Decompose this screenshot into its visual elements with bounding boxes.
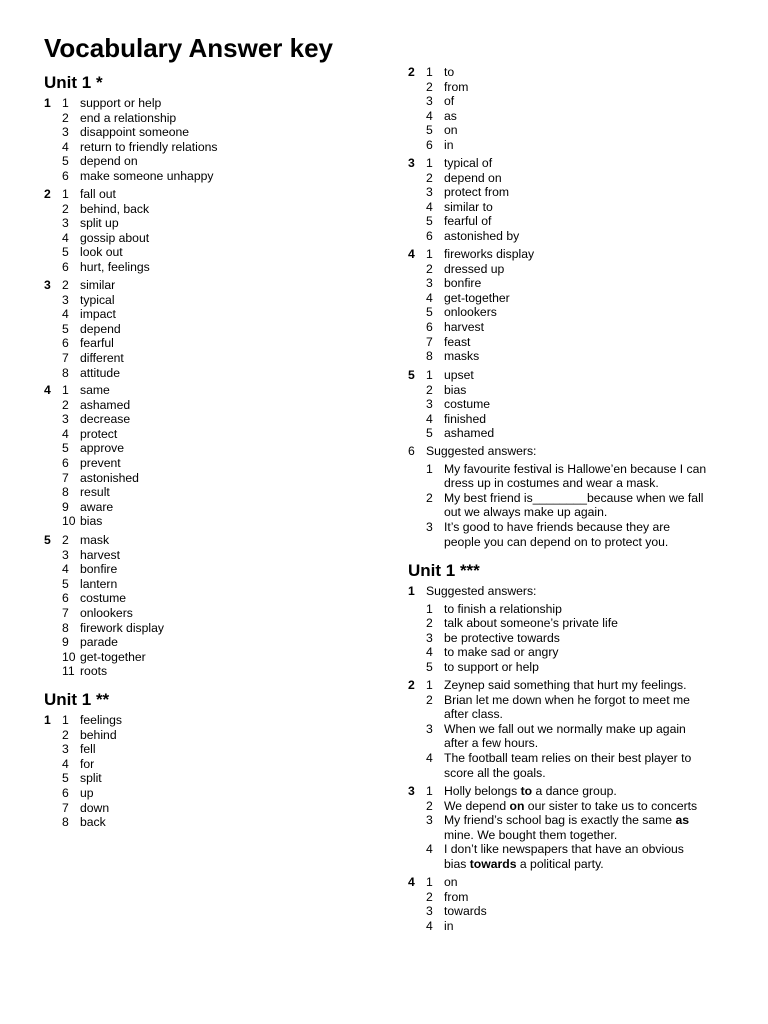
item-number: 9 (62, 499, 69, 514)
item-number: 1 (62, 383, 69, 397)
item-number: 1 (426, 678, 433, 692)
item-number: 3 (62, 742, 69, 757)
answer-text: in (444, 918, 454, 933)
answer-text: aware (80, 499, 114, 514)
answer-text: fearful of (444, 214, 492, 229)
answer-text: on (444, 123, 458, 138)
answer-continuation: mine. We bought them together. (444, 827, 618, 842)
item-number: 9 (62, 635, 69, 650)
item-number: 5 (62, 245, 69, 260)
item-number: 3 (426, 94, 433, 109)
exercise-number: 3 (44, 278, 51, 292)
item-number: 4 (62, 230, 69, 245)
item-number: 3 (426, 397, 433, 412)
answer-continuation: score all the goals. (444, 765, 546, 780)
item-number: 8 (62, 485, 69, 500)
answer-text: ashamed (444, 426, 495, 441)
answer-text: as (444, 108, 457, 123)
item-number: 5 (62, 321, 69, 336)
answer-text: dressed up (444, 261, 505, 276)
item-number: 5 (426, 123, 433, 138)
item-number: 3 (426, 185, 433, 200)
answer-text: bonfire (80, 562, 118, 577)
exercise-number: 5 (44, 533, 51, 547)
answer-text: I don’t like newspapers that have an obvious (444, 842, 684, 857)
item-number: 3 (62, 412, 69, 427)
answer-text: return to friendly relations (80, 139, 218, 154)
answer-text: make someone unhappy (80, 169, 214, 183)
answer-text: depend on (444, 170, 502, 185)
answer-continuation: bias towards a political party. (444, 857, 604, 871)
answer-text: from (444, 79, 469, 94)
answer-text: to make sad or angry (444, 645, 559, 660)
exercise-number: 2 (44, 187, 51, 201)
item-number: 8 (62, 365, 69, 380)
exercise-number: 4 (408, 247, 415, 261)
answer-text: disappoint someone (80, 125, 190, 140)
answer-text: fall out (80, 187, 116, 201)
answer-text: different (80, 351, 124, 365)
answer-text: down (80, 800, 110, 815)
answer-text: gossip about (80, 230, 150, 245)
exercise-number: 2 (408, 65, 415, 79)
item-number: 6 (426, 229, 433, 243)
item-number: 3 (62, 547, 69, 562)
answer-text: Brian let me down when he forgot to meet me (444, 692, 690, 707)
item-number: 4 (62, 307, 69, 322)
item-number: 10 (62, 649, 76, 664)
unit-heading: Unit 1 *** (408, 561, 480, 580)
answer-text: My favourite festival is Hallowe’en because I can (444, 461, 707, 476)
answer-text: split (80, 771, 102, 786)
unit-heading: Unit 1 ** (44, 690, 110, 709)
item-number: 7 (426, 334, 433, 349)
answer-text: lantern (80, 576, 118, 591)
answer-text: feast (444, 334, 471, 349)
item-number: 5 (62, 576, 69, 591)
item-number: 5 (426, 305, 433, 320)
answer-text: look out (80, 245, 123, 260)
item-number: 6 (62, 169, 69, 183)
item-number: 3 (426, 276, 433, 291)
answer-text: in (444, 138, 454, 152)
exercise-number: 3 (408, 784, 415, 798)
item-number: 2 (426, 382, 433, 397)
exercise-number: 6 (408, 444, 415, 458)
answer-text: The football team relies on their best player to (444, 751, 692, 765)
answer-text: depend (80, 321, 121, 336)
answer-text: feelings (80, 713, 123, 727)
answer-text: on (444, 875, 458, 889)
item-number: 6 (62, 591, 69, 606)
answer-text: upset (444, 368, 474, 382)
item-number: 2 (62, 278, 69, 292)
item-number: 2 (62, 201, 69, 216)
item-number: 2 (62, 727, 69, 742)
exercise-number: 1 (44, 713, 51, 727)
answer-text: typical (80, 292, 115, 307)
item-number: 2 (426, 798, 433, 813)
exercise-number: 1 (44, 96, 51, 110)
item-number: 4 (426, 108, 433, 123)
answer-text: finished (444, 411, 487, 426)
item-number: 1 (62, 187, 69, 201)
item-number: 3 (62, 125, 69, 140)
answer-text: My friend’s school bag is exactly the same as (444, 813, 690, 828)
item-number: 2 (426, 261, 433, 276)
answer-text: prevent (80, 456, 121, 470)
answer-text: mask (80, 533, 110, 547)
answer-text: fell (80, 742, 96, 757)
answer-text: get-together (80, 649, 146, 664)
item-number: 3 (426, 721, 433, 736)
item-number: 1 (426, 156, 433, 170)
answer-text: bonfire (444, 276, 482, 291)
item-number: 4 (62, 756, 69, 771)
item-number: 3 (62, 292, 69, 307)
item-number: 3 (426, 520, 433, 534)
item-number: 2 (426, 170, 433, 185)
exercise-number: 5 (408, 368, 415, 382)
answer-text: protect from (444, 185, 510, 200)
answer-text: towards (444, 904, 487, 919)
item-number: 6 (62, 336, 69, 351)
item-number: 2 (426, 889, 433, 904)
answer-text: When we fall out we normally make up again (444, 721, 686, 736)
exercise-number: 3 (408, 156, 415, 170)
exercise-number: 2 (408, 678, 415, 692)
exercise-intro: Suggested answers: (426, 584, 537, 598)
item-number: 6 (426, 138, 433, 152)
item-number: 1 (62, 96, 69, 110)
answer-text: behind (80, 727, 117, 742)
item-number: 7 (62, 800, 69, 815)
answer-text: to (444, 65, 455, 79)
item-number: 5 (62, 154, 69, 169)
item-number: 5 (426, 214, 433, 229)
answer-text: Zeynep said something that hurt my feelings. (444, 678, 687, 692)
answer-continuation: out we always make up again. (444, 505, 608, 520)
item-number: 4 (426, 918, 433, 933)
answer-text: similar to (444, 199, 493, 214)
item-number: 4 (62, 139, 69, 154)
answer-text: costume (80, 591, 127, 606)
item-number: 7 (62, 351, 69, 365)
item-number: 5 (426, 660, 433, 674)
answer-text: fearful (80, 336, 114, 351)
item-number: 2 (426, 692, 433, 707)
item-number: 2 (426, 79, 433, 94)
answer-text: split up (80, 216, 119, 231)
item-number: 4 (426, 645, 433, 660)
item-number: 4 (426, 199, 433, 214)
item-number: 6 (62, 260, 69, 274)
answer-text: be protective towards (444, 630, 560, 645)
item-number: 6 (62, 456, 69, 470)
answer-text: roots (80, 664, 108, 679)
item-number: 2 (62, 533, 69, 547)
answer-text: approve (80, 441, 125, 456)
item-number: 1 (426, 247, 433, 261)
answer-text: masks (444, 349, 480, 364)
item-number: 10 (62, 514, 76, 529)
item-number: 11 (62, 664, 75, 679)
answer-text: harvest (444, 320, 484, 334)
answer-text: same (80, 383, 110, 397)
answer-text: end a relationship (80, 110, 177, 125)
item-number: 7 (62, 470, 69, 485)
answer-text: support or help (80, 96, 162, 110)
item-number: 4 (62, 426, 69, 441)
answer-text: typical of (444, 156, 493, 170)
item-number: 4 (426, 842, 433, 857)
exercise-number: 4 (44, 383, 51, 397)
item-number: 1 (426, 601, 433, 616)
answer-continuation: after a few hours. (444, 736, 539, 751)
answer-continuation: after class. (444, 707, 503, 722)
item-number: 4 (426, 411, 433, 426)
answer-text: astonished by (444, 229, 520, 243)
item-number: 4 (62, 562, 69, 577)
item-number: 1 (426, 784, 433, 798)
answer-text: result (80, 485, 110, 500)
exercise-intro: Suggested answers: (426, 444, 537, 458)
answer-text: My best friend is________because when we fall (444, 490, 704, 505)
item-number: 6 (426, 320, 433, 334)
item-number: 7 (62, 606, 69, 620)
item-number: 3 (426, 904, 433, 919)
answer-text: costume (444, 397, 491, 412)
answer-text: parade (80, 635, 118, 650)
answer-text: Holly belongs to a dance group. (444, 784, 617, 798)
answer-text: from (444, 889, 469, 904)
item-number: 5 (62, 441, 69, 456)
item-number: 8 (426, 349, 433, 364)
unit-heading: Unit 1 * (44, 73, 103, 92)
item-number: 3 (426, 630, 433, 645)
item-number: 3 (426, 813, 433, 828)
item-number: 4 (426, 751, 433, 765)
answer-text: up (80, 786, 94, 800)
answer-text: hurt, feelings (80, 260, 150, 274)
item-number: 1 (426, 461, 433, 476)
answer-text: behind, back (80, 201, 150, 216)
answer-text: similar (80, 278, 116, 292)
item-number: 6 (62, 786, 69, 800)
item-number: 4 (426, 290, 433, 305)
item-number: 3 (62, 216, 69, 231)
item-number: 2 (426, 490, 433, 505)
answer-text: fireworks display (444, 247, 535, 261)
item-number: 1 (426, 875, 433, 889)
item-number: 1 (426, 65, 433, 79)
answer-text: bias (444, 382, 467, 397)
item-number: 2 (426, 616, 433, 631)
answer-text: back (80, 815, 106, 830)
answer-text: onlookers (444, 305, 497, 320)
answer-text: for (80, 756, 95, 771)
answer-text: talk about someone’s private life (444, 616, 618, 631)
item-number: 8 (62, 620, 69, 635)
answer-continuation: dress up in costumes and wear a mask. (444, 476, 659, 491)
answer-text: protect (80, 426, 118, 441)
answer-text: attitude (80, 365, 120, 380)
answer-text: firework display (80, 620, 164, 635)
exercise-number: 4 (408, 875, 415, 889)
item-number: 1 (426, 368, 433, 382)
answer-text: decrease (80, 412, 131, 427)
item-number: 8 (62, 815, 69, 830)
item-number: 2 (62, 110, 69, 125)
answer-text: to finish a relationship (444, 601, 562, 616)
answer-text: of (444, 94, 455, 109)
answer-text: astonished (80, 470, 139, 485)
answer-text: impact (80, 307, 116, 322)
answer-text: harvest (80, 547, 120, 562)
answer-text: to support or help (444, 660, 539, 674)
exercise-number: 1 (408, 584, 415, 598)
answer-continuation: people you can depend on to protect you. (444, 534, 669, 549)
item-number: 1 (62, 713, 69, 727)
answer-text: bias (80, 514, 103, 529)
item-number: 2 (62, 397, 69, 412)
answer-text: It’s good to have friends because they are (444, 520, 671, 534)
answer-text: ashamed (80, 397, 131, 412)
item-number: 5 (426, 426, 433, 441)
answer-text: onlookers (80, 606, 133, 620)
answer-text: get-together (444, 290, 510, 305)
answer-text: We depend on our sister to take us to concerts (444, 798, 698, 813)
item-number: 5 (62, 771, 69, 786)
page-title: Vocabulary Answer key (44, 33, 334, 63)
answer-text: depend on (80, 154, 138, 169)
